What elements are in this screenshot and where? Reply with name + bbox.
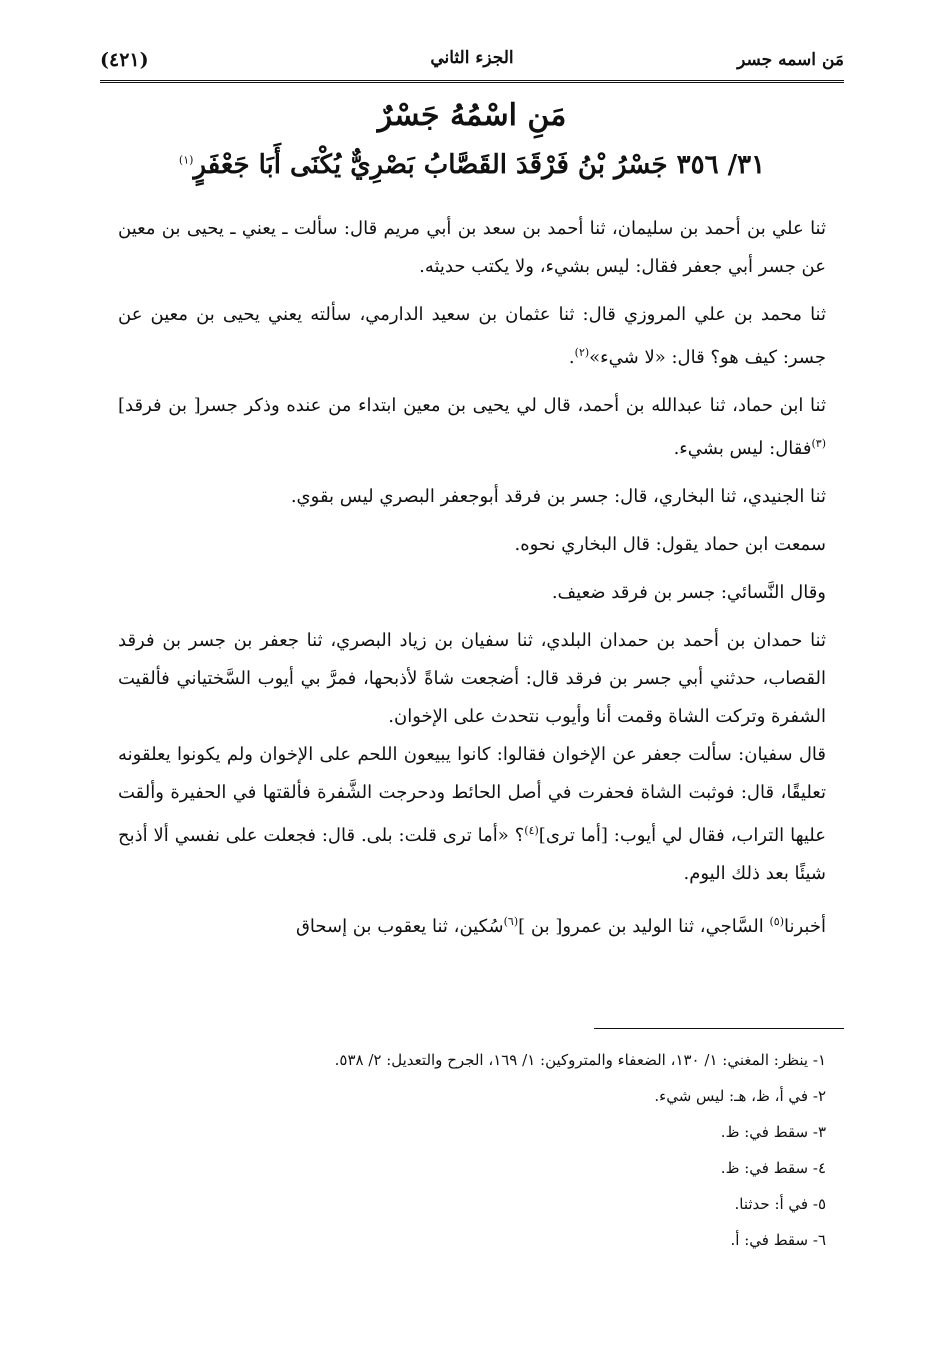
footnote-ref: (٥) (769, 915, 784, 928)
paragraph-text: قال سفيان: سألت جعفر عن الإخوان فقالوا: كانوا يبيعون اللحم على الإخوان ولم يكونوا يعلقونه تعليقًا، قال: فوثبت الشاة فحفرت في أصل الحائط ودحرجت الشَّفرة فألقتها في الحفيرة وألقت عليها التراب، فقال لي أيوب: [أما ترى] (118, 744, 826, 846)
footnote-item: ٣- سقط في: ظ. (720, 1123, 826, 1141)
paragraph (118, 903, 826, 946)
body-text (118, 210, 826, 956)
paragraph-text: ثنا الجنيدي، ثنا البخاري، قال: جسر بن فرقد أبوجعفر البصري ليس بقوي. (290, 486, 826, 507)
entry-footnote-ref: (١) (178, 153, 194, 167)
paragraph-text-tail: ؟ «أما ترى قلت: بلى. قال: فجعلت على نفسي ألا أذبح شيئًا بعد ذلك اليوم. (118, 825, 826, 884)
paragraph-text: ثنا حمدان بن أحمد بن حمدان البلدي، ثنا سفيان بن زياد البصري، ثنا جعفر بن جسر بن فرقد القصاب، حدثني أبي جسر بن فرقد قال: أضجعت شاةً لأذبحها، فمرَّ بي أيوب السَّختياني فألقيت الشفرة وتركت الشاة وقمت أنا وأيوب نتحدث على الإخوان. (118, 630, 826, 727)
paragraph-text-tail: السَّاجي، ثنا الوليد بن عمرو[ بن ] (518, 916, 770, 937)
footnote-separator (594, 1028, 844, 1029)
footnote-item: ٢- في أ، ظ، هـ: ليس شيء. (654, 1087, 826, 1105)
footnote-item: ٥- في أ: حدثنا. (734, 1195, 826, 1213)
entry-heading-text: ٣١/ ٣٥٦ جَسْرُ بْنُ فَرْقَدَ القَصَّابُ بَصْرِيٌّ يُكْنَى أَبَا جَعْفَرٍ (193, 150, 766, 180)
footnote-ref: (٣) (811, 437, 826, 450)
paragraph (118, 210, 826, 286)
chapter-title: مَنِ اسْمُهُ جَسْرٌ (377, 98, 567, 133)
footnote-ref: (٦) (503, 915, 519, 928)
paragraph (118, 526, 826, 564)
paragraph-text: ثنا علي بن أحمد بن سليمان، ثنا أحمد بن سعد بن أبي مريم قال: سألت ـ يعني ـ يحيى بن معين عن جسر أبي جعفر فقال: ليس بشيء، ولا يكتب حديثه. (118, 218, 826, 277)
footnote-ref: (٤) (524, 824, 539, 837)
footnote-item: ٤- سقط في: ظ. (720, 1159, 826, 1177)
paragraph (118, 387, 826, 468)
paragraph-text: أخبرنا (784, 916, 826, 937)
entry-heading (100, 150, 844, 180)
footnote-item: ١- ينظر: المغني: ١/ ١٣٠، الضعفاء والمتروكين: ١/ ١٦٩، الجرح والتعديل: ٢/ ٥٣٨. (334, 1051, 826, 1069)
paragraph-text: ثنا ابن حماد، ثنا عبدالله بن أحمد، قال لي يحيى بن معين ابتداء من عنده وذكر جسر[ بن فرقد] (118, 395, 826, 416)
paragraph (118, 622, 826, 736)
paragraph-text: ثنا محمد بن علي المروزي قال: ثنا عثمان بن سعيد الدارمي، سألته يعني يحيى بن معين عن جسر: كيف هو؟ قال: «لا شيء» (118, 304, 826, 368)
paragraph-text: وقال النَّسائي: جسر بن فرقد ضعيف. (551, 582, 826, 603)
paragraph (118, 574, 826, 612)
paragraph-text-tail: سُكين، ثنا يعقوب بن إسحاق (295, 916, 504, 937)
paragraph (118, 478, 826, 516)
page-number: (٤٢١) (100, 49, 149, 71)
footnotes (118, 1042, 826, 1258)
paragraph-text-tail: . (568, 347, 575, 368)
paragraph-text-tail: فقال: ليس بشيء. (673, 438, 812, 459)
paragraph-text: سمعت ابن حماد يقول: قال البخاري نحوه. (514, 534, 826, 555)
paragraph (118, 736, 826, 893)
footnote-ref: (٢) (574, 346, 590, 359)
paragraph (118, 296, 826, 377)
header-section-title: مَن اسمه جسر (737, 50, 844, 70)
running-header (100, 40, 844, 83)
header-part-title: الجزء الثاني (430, 48, 514, 68)
footnote-item: ٦- سقط في: أ. (730, 1231, 826, 1249)
